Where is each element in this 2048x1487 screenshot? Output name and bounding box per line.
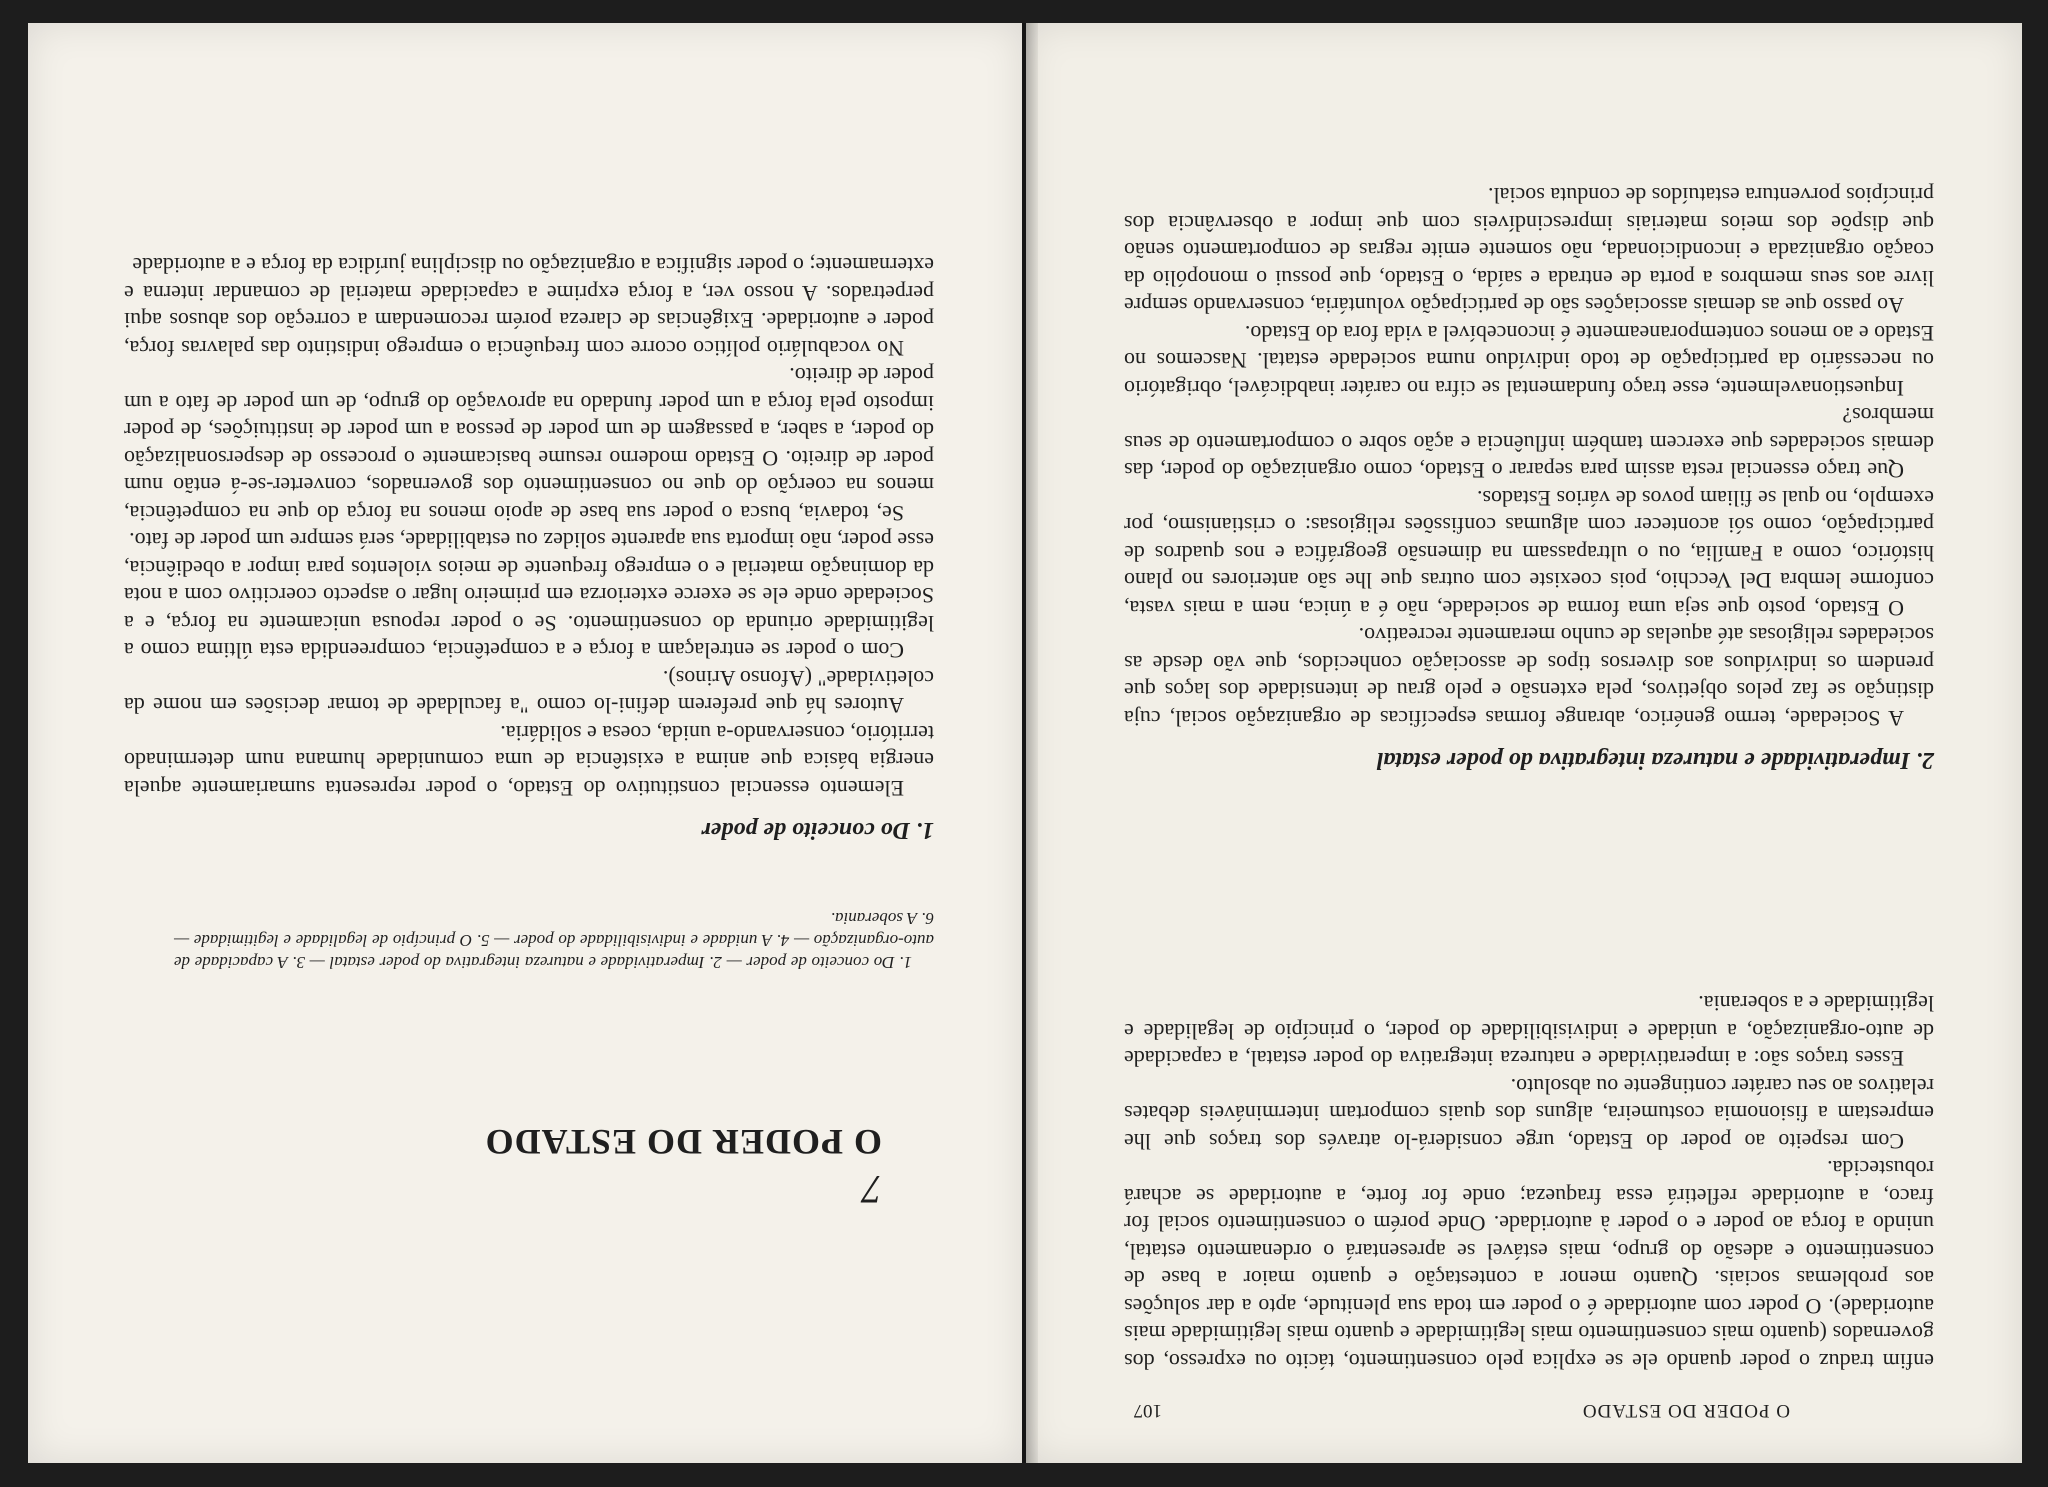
chapter-summary: [174, 907, 934, 973]
paragraph: Ao passo que as demais associações são de participação voluntária, conservando sempre livre aos seus membros a porta de entrada e saída, o Estado, que possui o monopólio da coação organizada e incondicionada, não somente emite regras de comportamento senão que dispõe dos meios materiais imprescindíveis com que impor a observância dos princípios porventura estatuídos de conduta social.: [1124, 183, 1934, 319]
left-body-bottom: [1124, 182, 1934, 732]
paragraph: O Estado, posto que seja uma forma de sociedade, não é a única, nem a mais vasta, conforme lembra Del Vecchio, pois coexiste com outras que lhe são anteriores no plano histórico, como a Família, ou o ultrapassam na dimensão geográfica e nos quadros de participação, como sói acontecer com algumas confissões religiosas: o cristianismo, por exemplo, no qual se filiam povos de vários Estados.: [1124, 486, 1934, 621]
paragraph: Com respeito ao poder do Estado, urge considerá-lo através dos traços que lhe emprestam a fisionomia costumeira, alguns dos quais comportam intermináveis debates relativos ao seu caráter contingente ou absoluto.: [1124, 1074, 1934, 1154]
paragraph: Que traço essencial resta assim para separar o Estado, como organização do poder, das demais sociedades que exercem também influência e ação sobre o comportamento de seus membros?: [1124, 403, 1934, 484]
right-body: [124, 252, 934, 802]
left-page: [1026, 23, 2022, 1463]
summary-text: 1. Do conceito de poder — 2. Imperatividade e natureza integrativa do poder estatal — 3. A capacidade de auto-organização — 4. A unidade e indivisibilidade do poder — 5. O princípio de legalidade e legitimidade — 6. A soberania.: [174, 909, 934, 972]
right-page: [28, 23, 1022, 1463]
paragraph: A Sociedade, termo genérico, abrange formas específicas de organização social, cuja distinção se faz pelos objetivos, pela extensão e pelo grau de intensidade dos laços que prendem os indivíduos aos diversos tipos de associação conhecidos, que vão desde as sociedades religiosas até aquelas de cunho meramente recreativo.: [1124, 623, 1934, 731]
chapter-title: O PODER DO ESTADO: [484, 1122, 882, 1162]
chapter-number: 7: [862, 1167, 882, 1212]
paragraph: Elemento essencial constitutivo do Estado, o poder representa sumariamente aquela energia básica que anima a existência de uma comunidade humana num determinado território, conservando-a unida, coesa e solidária.: [124, 721, 934, 801]
left-body-top: [1124, 990, 1934, 1375]
section-title: 1. Do conceito de poder: [701, 817, 934, 843]
paragraph: Esses traços são: a imperatividade e natureza integrativa do poder estatal, a capacidade de auto-organização, a unidade e indivisibilidade do poder, o princípio de legalidade e legitimidade e a soberania.: [1124, 991, 1934, 1072]
paragraph: Se, todavia, busca o poder sua base de apoio menos na força do que na competência, menos na coerção do que no consentimento dos governados, converter-se-á então num poder de direito. O Estado moderno resume basicamente o processo de despersonalização do poder, a saber, a passagem de um poder de pessoa a um poder de instituições, de poder imposto pela força a um poder fundado na aprovação do grupo, de um poder de fato a um poder de direito.: [124, 363, 934, 526]
section-title: 2. Imperatividade e natureza integrativa do poder estatal: [1376, 747, 1934, 773]
running-head: O PODER DO ESTADO: [1581, 1400, 1790, 1421]
paragraph: enfim traduz o poder quando ele se explica pelo consentimento, tácito ou expresso, dos governados (quanto mais consentimento mais legitimidade e quanto mais legitimidade mais autoridade). O poder com autoridade é o poder em toda sua plenitude, apto a dar soluções aos problemas sociais. Quanto menor a contestação e quanto maior a base de consentimento e adesão do grupo, mais estável se apresentará o ordenamento estatal, unindo a força ao poder e o poder à autoridade. Onde porém o consentimento social for fraco, a autoridade refletirá essa fraqueza; onde for forte, a autoridade se achará robustecida.: [1124, 1156, 1934, 1374]
paragraph: Com o poder se entrelaçam a força e a competência, compreendida esta última como a legitimidade oriunda do consentimento. Se o poder repousa unicamente na força, e a Sociedade onde ele se exerce exteriorza em primeiro lugar o aspecto coercitivo com a nota da dominação material e o emprego frequente de meios violentos para impor a obediência, esse poder, não importa sua aparente solidez ou estabilidade, será sempre um poder de fato.: [124, 528, 934, 664]
paragraph: No vocabulário político ocorre com frequência o emprego indistinto das palavras força, poder e autoridade. Exigências de clareza porém recomendam a correção dos abusos aqui perpetrados. A nosso ver, a força exprime a capacidade material de comandar interna e externamente; o poder significa a organização ou disciplina jurídica da força e a autoridade: [124, 253, 934, 361]
left-section: [1124, 182, 1934, 773]
page-number: 107: [1133, 1400, 1162, 1421]
paragraph: Inquestionavelmente, esse traço fundamental se cifra no caráter inabdicável, obrigatório ou necessário da participação de todo indivíduo numa sociedade estatal. Nascemos no Estado e ao menos contemporaneamente é inconcebível a vida fora do Estado.: [1124, 321, 1934, 401]
paragraph: Autores há que preferem defini-lo como "a faculdade de tomar decisões em nome da coletividade" (Afonso Arinos).: [124, 666, 934, 719]
right-section: [124, 252, 934, 843]
